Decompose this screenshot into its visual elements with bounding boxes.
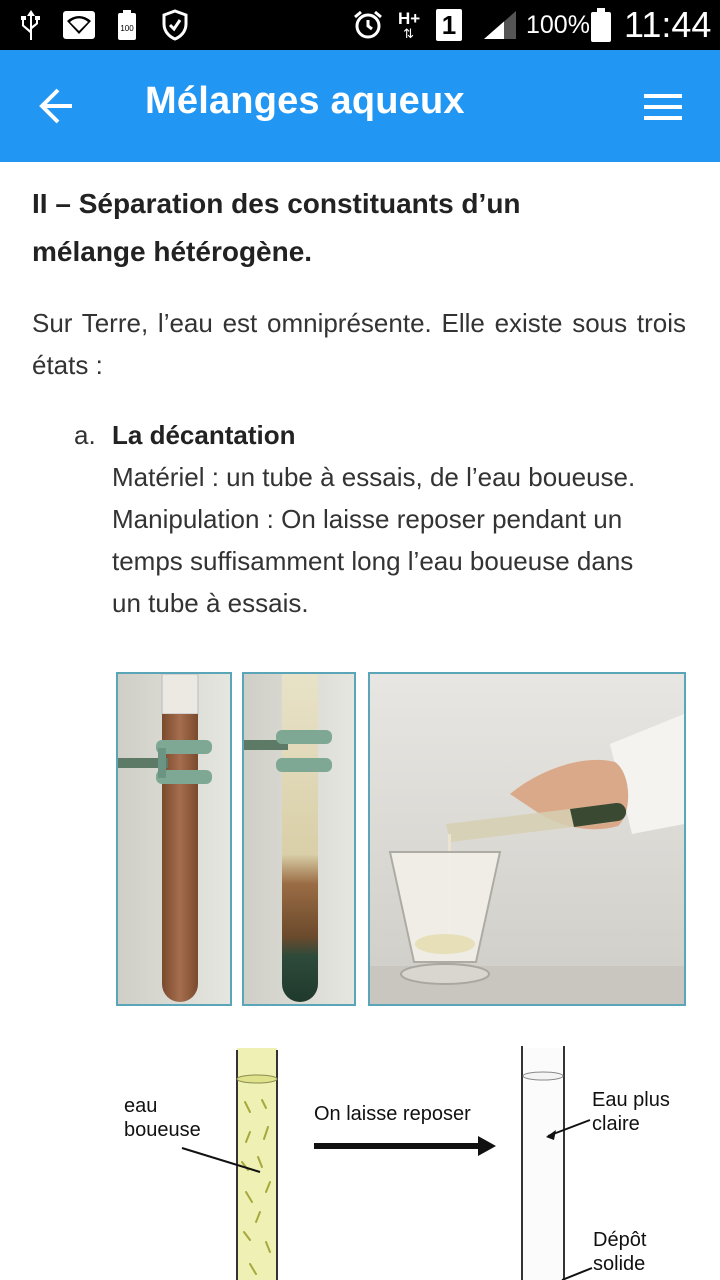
battery-badge-text: 100 <box>120 24 134 33</box>
item-heading: La décantation <box>112 420 296 450</box>
label-muddy-water-line-2: boueuse <box>124 1119 201 1141</box>
intro-paragraph: Sur Terre, l’eau est omniprésente. Elle existe sous trois états : <box>32 308 686 380</box>
clock: 11:44 <box>624 4 712 45</box>
label-clear-water <box>592 1088 670 1136</box>
shield-check-icon <box>162 0 188 50</box>
label-muddy-water <box>124 1094 201 1142</box>
battery-saver-icon <box>116 0 138 50</box>
back-arrow-icon[interactable] <box>30 86 82 126</box>
alarm-icon <box>352 0 384 50</box>
app-bar <box>0 50 720 162</box>
section-title-line-2: mélange hétérogène. <box>32 236 313 267</box>
sim-slot: 1 <box>436 9 462 41</box>
item-line-continued: temps suffisamment long l’eau boueuse dans <box>112 546 634 576</box>
usb-icon <box>18 0 44 50</box>
page-title: Mélanges aqueux <box>145 80 465 122</box>
sim-icon <box>436 0 462 50</box>
article-content <box>0 162 720 1280</box>
label-clear-water-line-2: claire <box>592 1113 640 1135</box>
section-title <box>32 180 672 276</box>
photo-pouring <box>368 672 686 1006</box>
item-line-manipulation: Manipulation : On laisse reposer pendant un <box>112 504 623 534</box>
label-clear-water-line-1: Eau plus <box>592 1089 670 1111</box>
battery-icon <box>590 0 612 50</box>
photo-settled-tube <box>242 672 356 1006</box>
section-title-line-1: II – Séparation des constituants d’un <box>32 188 521 219</box>
label-solid-deposit-line-1: Dépôt <box>593 1229 647 1251</box>
battery-percent: 100% <box>526 10 590 39</box>
list-marker: a. <box>74 420 96 450</box>
label-solid-deposit-line-2: solide <box>593 1253 646 1275</box>
data-arrows-icon: H+ ⇅ <box>398 9 421 41</box>
status-bar <box>0 0 720 50</box>
item-line-end: un tube à essais. <box>112 588 309 618</box>
label-muddy-water-line-1: eau <box>124 1095 158 1117</box>
arrow-label: On laisse reposer <box>314 1103 471 1125</box>
network-type: H+ <box>398 9 421 28</box>
signal-icon <box>482 0 518 50</box>
photo-muddy-tube <box>116 672 232 1006</box>
decantation-diagram <box>100 1042 700 1280</box>
wifi-icon <box>62 0 96 50</box>
label-solid-deposit <box>593 1228 646 1276</box>
item-line-materiel: Matériel : un tube à essais, de l’eau boueuse. <box>112 462 636 492</box>
hamburger-menu-icon[interactable] <box>640 88 686 124</box>
